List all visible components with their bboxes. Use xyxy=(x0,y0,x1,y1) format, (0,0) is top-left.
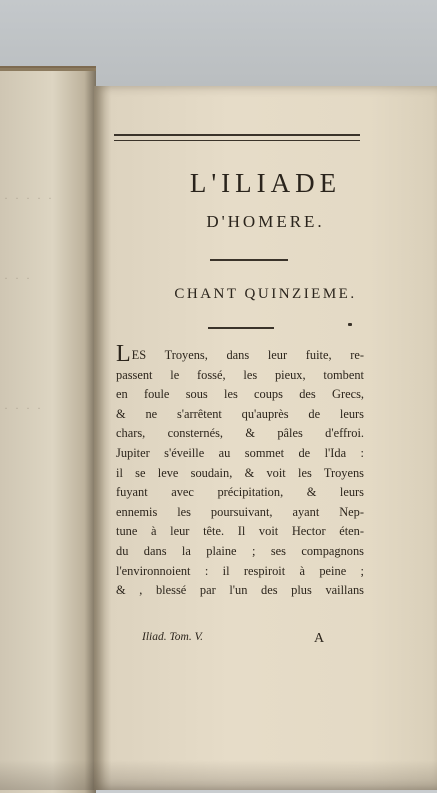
book-title: L'ILIADE xyxy=(189,168,342,198)
text-line: & , blessé par l'un des plus vaillans xyxy=(116,583,364,598)
book-subtitle: D'HOMERE. xyxy=(206,212,325,231)
signature-letter: A xyxy=(314,631,325,646)
first-line-rest: ES Troyens, dans leur fuite, re- xyxy=(131,348,364,362)
text-line: en foule sous les coups des Grecs, xyxy=(116,387,364,402)
text-line: tune à leur tête. Il voit Hector éten- xyxy=(116,524,364,539)
text-line: l'environnoient : il respiroit à peine ; xyxy=(116,563,364,578)
text-line: & ne s'arrêtent qu'auprès de leurs xyxy=(116,406,364,421)
bottom-shadow xyxy=(0,760,437,790)
top-ornamental-rule xyxy=(114,134,360,141)
signature-mark: Iliad. Tom. V. xyxy=(142,631,204,643)
chant-divider xyxy=(208,327,274,329)
text-line: du dans la plaine ; ses compagnons xyxy=(116,543,364,558)
ink-speck xyxy=(348,323,352,326)
text-line: passent le fossé, les pieux, tombent xyxy=(116,367,364,382)
drop-cap: L xyxy=(116,341,131,367)
text-line: ennemis les poursuivant, ayant Nep- xyxy=(116,504,364,519)
text-line: chars, consternés, & pâles d'effroi. xyxy=(116,426,364,441)
left-page: · · · · · · · · · · · · xyxy=(0,68,96,793)
text-line: Jupiter s'éveille au sommet de l'Ida : xyxy=(116,445,364,460)
chant-heading: CHANT QUINZIEME. xyxy=(174,286,357,302)
text-line: il se leve soudain, & voit les Troyens xyxy=(116,465,364,480)
body-text xyxy=(116,341,364,601)
title-divider xyxy=(210,259,288,261)
text-line-1 xyxy=(116,341,364,367)
text-line: fuyant avec précipitation, & leurs xyxy=(116,485,364,500)
